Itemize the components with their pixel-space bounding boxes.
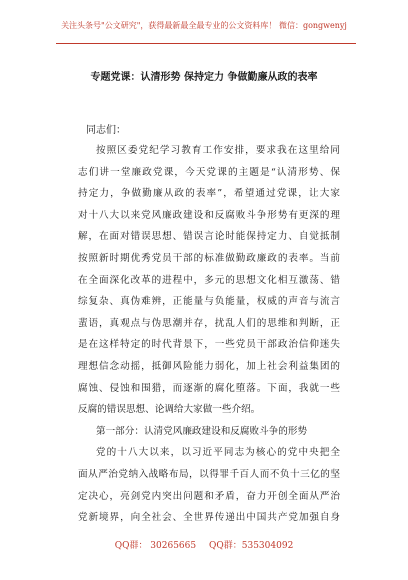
footer-contact [0,538,408,551]
body-line: 志们讲一堂廉政党课，今天党课的主题是“认清形势、保 [78,166,340,178]
body-line: 蜚语，真观点与伪思潮并存，扰乱人们的思维和判断，正 [78,317,340,329]
salutation: 同志们： [86,125,126,136]
body-line: 党的十八大以来，以习近平同志为核心的党中央把全 [96,447,340,459]
body-line: 理想信念动摇，抵御风险能力弱化，加上社会利益集团的 [78,360,340,372]
body-line: 第一部分：认清党风廉政建设和反腐败斗争的形势 [96,425,308,437]
body-line: 按照新时期优秀党员干部的标准做勤政廉政的表率。当前 [78,252,340,264]
body-line: 在全面深化改革的进程中，多元的思想文化相互激荡、错 [78,274,340,286]
body-line: 定决心，亮剑党内突出问题和矛盾，奋力开创全面从严治 [78,490,340,502]
body-line: 持定力，争做勤廉从政的表率”，希望通过党课，让大家 [78,188,340,200]
body-line: 党新境界，向全社会、全世界传递出中国共产党加强自身 [78,512,340,524]
body-line: 解，在面对错误思想、错误言论时能保持定力、自觉抵制 [78,231,340,243]
document-body [78,140,340,529]
body-line: 反腐的错误思想、论调给大家做一些介绍。 [78,404,261,416]
header-notice: 关注头条号"公文研究"，获得最新最全最专业的公文资料库！ 微信：gongwenyj [61,21,347,30]
body-line: 综复杂、真伪难辨，正能量与负能量，权威的声音与流言 [78,296,340,308]
body-line: 按照区委党纪学习教育工作安排，要求我在这里给同 [96,145,340,156]
footer-qq-group-1: QQ群： 30265665 [114,541,197,551]
body-line: 是在这样特定的时代背景下，一些党员干部政治信仰迷失 [78,339,340,351]
body-line: 对十八大以来党风廉政建设和反腐败斗争形势有更深的理 [78,209,340,221]
body-line: 腐蚀、侵蚀和围猎，而逐渐的腐化堕落。下面，我就一些 [78,382,340,394]
body-line: 面从严治党纳入战略布局，以得罪千百人而不负十三亿的坚 [78,468,340,480]
document-title: 专题党课：认清形势 保持定力 争做勤廉从政的表率 [90,72,318,83]
footer-qq-group-2: QQ群：535304092 [209,541,294,551]
header-divider [56,43,356,44]
